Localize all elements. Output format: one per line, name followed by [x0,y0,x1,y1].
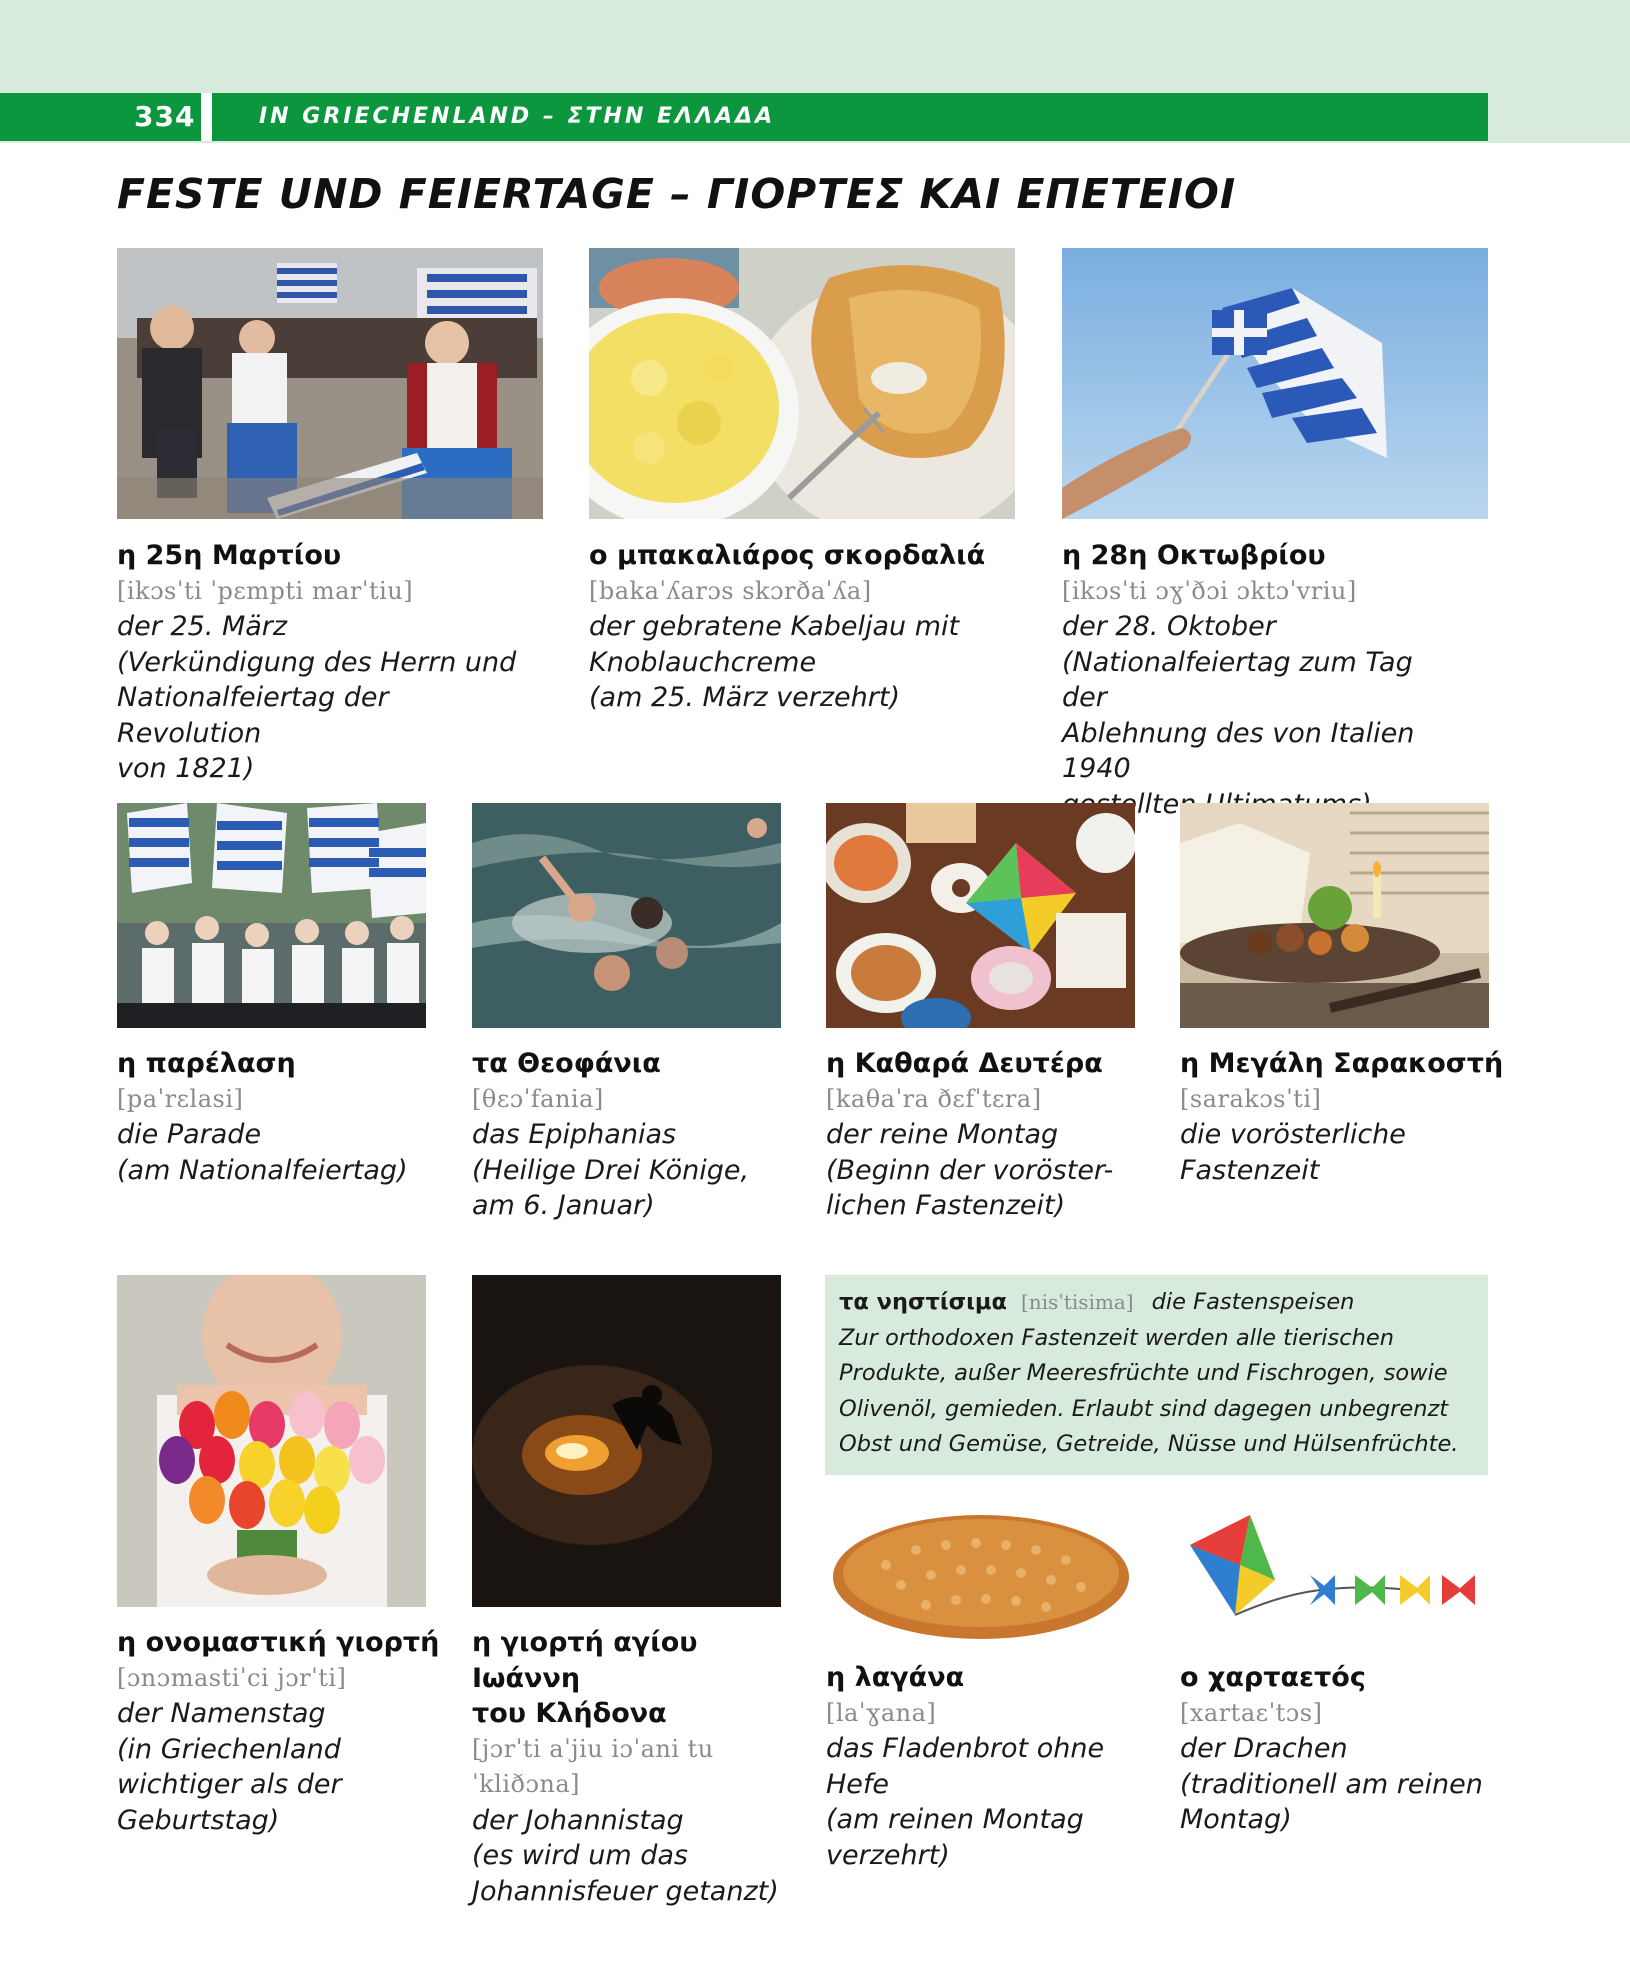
pronunciation: [laˈɣana] [826,1698,937,1727]
pronunciation: [sarakɔsˈti] [1180,1084,1322,1113]
entry-28-oktober [1062,538,1462,822]
entry-theofania [472,1046,802,1224]
greek-term: τα Θεοφάνια [472,1048,661,1079]
lent-still-life-photo [1180,803,1489,1028]
pronunciation: [nisˈtisima] [1020,1290,1134,1314]
pronunciation: [ɔnɔmastiˈci jɔrˈti] [117,1663,347,1692]
greek-term: η 28η Οκτωβρίου [1062,540,1326,571]
info-box-text-line: Olivenöl, gemieden. Erlaubt sind dagegen unbegrenzt [839,1395,1449,1422]
pronunciation: [jɔrˈti aˈjiu iɔˈani tu [472,1734,714,1763]
entry-chartaetos [1180,1660,1510,1838]
pronunciation: ˈkliðɔna] [472,1770,581,1798]
german-translation-line: der gebratene Kabeljau mit [589,611,960,642]
lagana-flatbread-photo [826,1505,1135,1645]
german-translation-line: (traditionell am reinen [1180,1768,1483,1800]
greek-term: η γιορτή αγίου Ιωάννη [472,1627,698,1694]
header-divider [201,93,212,141]
section-title: IN GRIECHENLAND – ΣΤΗΝ ΕΛΛΑΔΑ [259,104,776,129]
german-translation-line: Nationalfeiertag der Revolution [117,682,389,749]
kite-and-food-table-photo [826,803,1135,1028]
info-box-fasting-foods [825,1275,1488,1475]
german-translation-line: (es wird um das [472,1840,688,1871]
german-translation-line: der 28. Oktober [1062,611,1276,642]
entry-klidonas [472,1625,802,1909]
page-number: 334 [134,100,196,133]
greek-term: η 25η Μαρτίου [117,540,342,571]
german-translation: die Fastenspeisen [1151,1289,1355,1315]
pronunciation: [bakaˈʎarɔs skɔrðaˈʎa] [589,576,872,605]
entry-bakaliaros [589,538,989,716]
entry-parelasi [117,1046,447,1188]
greek-term: η Μεγάλη Σαρακοστή [1180,1048,1504,1079]
swimmers-sea-photo [472,803,781,1028]
german-translation-line: die Parade [117,1119,262,1150]
entry-25-maerz [117,538,517,787]
greek-term: η λαγάνα [826,1662,965,1693]
greek-term: ο χαρταετός [1180,1662,1366,1693]
greek-term: η ονομαστική γιορτή [117,1627,440,1658]
tulip-bouquet-photo [117,1275,426,1607]
info-box-text-line: Zur orthodoxen Fastenzeit werden alle tierischen [839,1324,1395,1351]
german-translation-line: (Verkündigung des Herrn und [117,646,517,678]
pronunciation: [ikɔsˈti ɔɣˈðɔi ɔktɔˈvriu] [1062,576,1357,605]
german-translation-line: (am Nationalfeiertag) [117,1154,408,1186]
colorful-kite-photo [1180,1505,1489,1645]
german-translation-line: Knoblauchcreme [589,646,817,678]
info-box-text-line: Obst und Gemüse, Getreide, Nüsse und Hülsenfrüchte. [839,1431,1459,1457]
german-translation-line: (Beginn der voröster- [826,1154,1114,1186]
german-translation-line: Fastenzeit [1180,1154,1320,1186]
german-translation-line: der reine Montag [826,1119,1059,1150]
greek-flag-sky-photo [1062,248,1488,519]
parade-children-flags-photo [117,248,543,519]
german-translation-line: lichen Fastenzeit) [826,1190,1066,1221]
pronunciation: [ikɔsˈti ˈpɛmpti marˈtiu] [117,576,414,605]
greek-term: τα νηστίσιμα [839,1289,1007,1315]
german-translation-line: wichtiger als der [117,1769,342,1800]
german-translation-line: (Heilige Drei Könige, [472,1154,750,1186]
greek-term: ο μπακαλιάρος σκορδαλιά [589,540,986,571]
german-translation-line: Hefe [826,1768,890,1800]
page-title: FESTE UND FEIERTAGE – ΓΙΟΡΤΕΣ ΚΑΙ ΕΠΕΤΕΙΟΙ [117,170,1237,218]
german-translation-line: das Fladenbrot ohne [826,1733,1105,1764]
german-translation-line: der 25. März [117,611,288,642]
greek-term: του Κλήδονα [472,1698,667,1729]
german-translation-line: Ablehnung des von Italien 1940 [1062,717,1415,784]
german-translation-line: das Epiphanias [472,1119,677,1150]
fried-cod-garlic-dip-photo [589,248,1015,519]
pronunciation: [kaθaˈra ðɛfˈtɛra] [826,1084,1042,1113]
german-translation-line: (in Griechenland [117,1733,341,1765]
german-translation-line: die vorösterliche [1180,1119,1406,1150]
german-translation-line: der Namenstag [117,1698,326,1729]
pronunciation: [θɛɔˈfania] [472,1084,604,1113]
german-translation-line: Johannisfeuer getanzt) [472,1875,779,1907]
greek-term: η Καθαρά Δευτέρα [826,1048,1103,1079]
pronunciation: [xartaɛˈtɔs] [1180,1698,1323,1727]
info-box-text-line: Produkte, außer Meeresfrüchte und Fischrogen, sowie [839,1360,1448,1386]
german-translation-line: Montag) [1180,1804,1292,1835]
bonfire-jump-photo [472,1275,781,1607]
entry-megali-sarakosti [1180,1046,1510,1188]
german-translation-line: (Nationalfeiertag zum Tag der [1062,646,1413,713]
greek-term: η παρέλαση [117,1048,296,1079]
entry-onomastiki-giorti [117,1625,447,1838]
german-translation-line: von 1821) [117,753,255,784]
entry-kathara-deftera [826,1046,1156,1224]
german-translation-line: Geburtstag) [117,1804,280,1836]
german-translation-line: (am reinen Montag [826,1804,1084,1835]
german-translation-line: verzehrt) [826,1839,950,1871]
german-translation-line: (am 25. März verzehrt) [589,682,900,713]
german-translation-line: der Johannistag [472,1804,684,1836]
german-translation-line: am 6. Januar) [472,1190,655,1221]
entry-lagana [826,1660,1156,1873]
german-translation-line: der Drachen [1180,1733,1348,1764]
student-parade-photo [117,803,426,1028]
info-box-heading [839,1285,1474,1321]
pronunciation: [paˈrɛlasi] [117,1084,244,1113]
